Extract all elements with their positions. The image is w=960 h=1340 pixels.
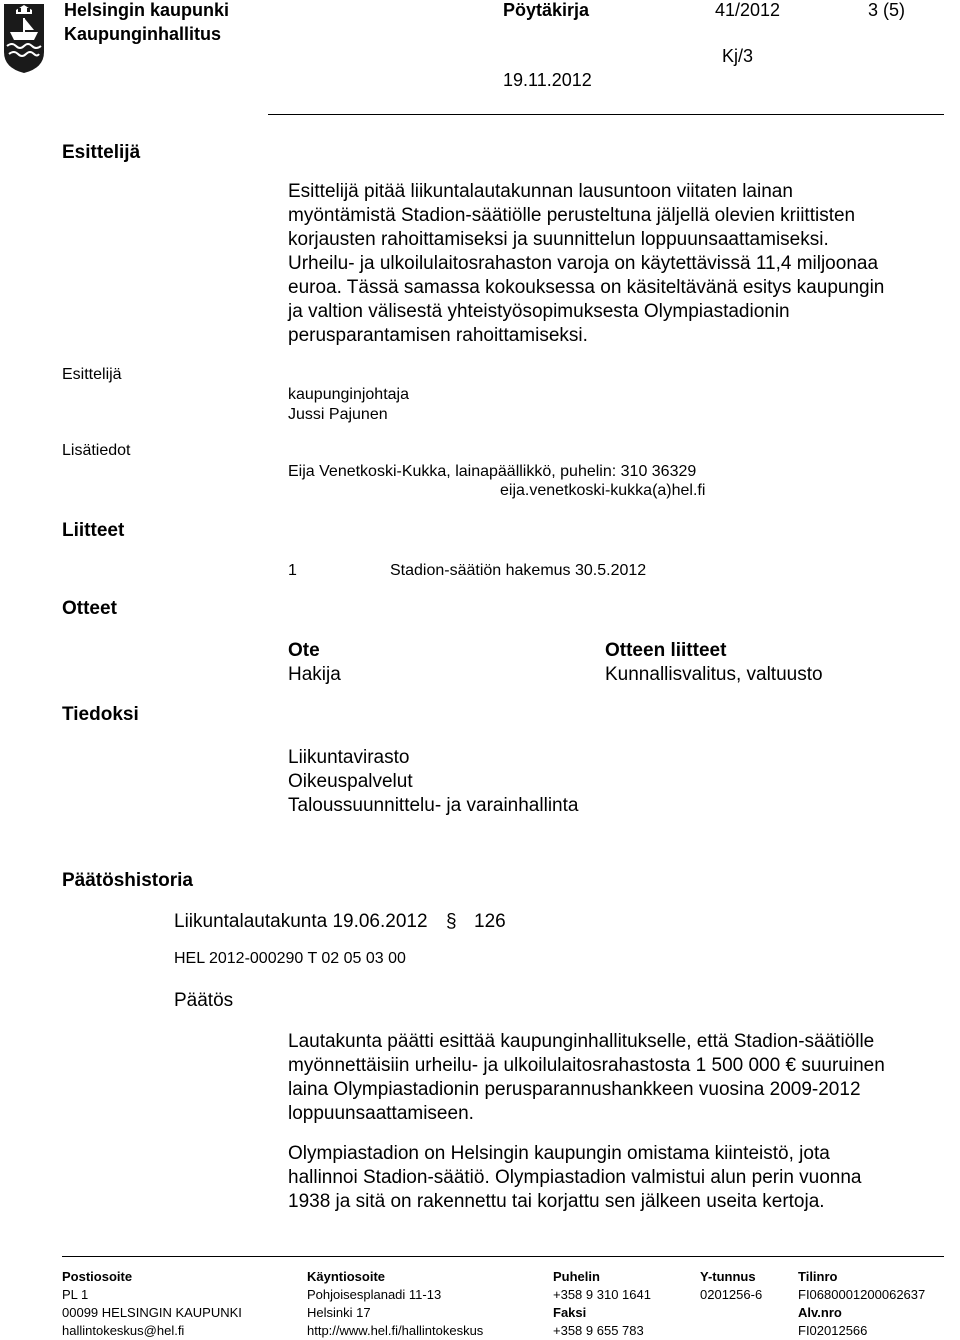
decision-paragraph-1: Lautakunta päätti esittää kaupunginhallitukselle, että Stadion-säätiölle myönnettäisiin urheilu- ja ulkoilulaitosrahastosta 1 500 000 € suuruinen laina Olympiastadionin perusparannushankkeen vuosina 2009-2012 loppuunsaattamiseen. (288, 1031, 885, 1124)
label-extracts: Otteet (62, 598, 117, 619)
footer-postal: Postiosoite PL 1 00099 HELSINGIN KAUPUNKI hallintokeskus@hel.fi (62, 1269, 242, 1338)
presenter-title: kaupunginjohtaja (288, 386, 409, 403)
extract-value: Hakija (288, 664, 341, 685)
history-decision-label: Päätös (174, 990, 234, 1011)
more-info-email[interactable]: eija.venetkoski-kukka(a)hel.fi (500, 482, 706, 499)
header-section: Kj/3 (722, 46, 754, 66)
more-info-contact: Eija Venetkoski-Kukka, lainapäällikkö, puhelin: 310 36329 (288, 463, 697, 480)
attachment-title: Stadion-säätiön hakemus 30.5.2012 (390, 562, 647, 579)
header-doc-type: Pöytäkirja (503, 0, 590, 20)
footer-rule (62, 1256, 944, 1257)
history-section-mark: § (446, 911, 457, 932)
header-page: 3 (5) (868, 0, 906, 20)
footer-visit: Käyntiosoite Pohjoisesplanadi 11-13 Helsinki 17 http://www.hel.fi/hallintokeskus (307, 1269, 484, 1338)
header-rule (268, 114, 944, 115)
extract-attachments-value: Kunnallisvalitus, valtuusto (605, 664, 823, 685)
footer-account: Tilinro FI0680001200062637 Alv.nro FI02012566 (798, 1269, 926, 1338)
footer-web-link[interactable]: http://www.hel.fi/hallintokeskus (307, 1323, 484, 1338)
header-unit: Kaupunginhallitus (64, 24, 221, 44)
header-date: 19.11.2012 (503, 70, 592, 90)
presenter-paragraph: Esittelijä pitää liikuntalautakunnan lausuntoon viitaten lainan myöntämistä Stadion-säätiölle perusteltuna jäljellä olevien kriittisten korjausten rahoittamiseksi ja suunnittelun loppuunsaattamiseksi. Urheilu- ja ulkoilulaitosrahaston varoja on käytettävissä 11,4 miljoonaa euroa. Tässä samassa kokouksessa on käsiteltävänä esitys kaupungin ja valtion välisestä yhteistyösopimuksesta Olympiastadionin perusparantamisen rahoittamiseksi. (288, 181, 885, 346)
for-info-item: Oikeuspalvelut (288, 771, 413, 792)
footer-phone: Puhelin +358 9 310 1641 Faksi +358 9 655 783 (553, 1269, 651, 1338)
history-record-id: HEL 2012-000290 T 02 05 03 00 (174, 950, 406, 967)
extract-heading: Ote (288, 640, 320, 661)
label-for-info: Tiedoksi (62, 704, 139, 725)
extract-attachments-heading: Otteen liitteet (605, 640, 727, 661)
footer-ytunnus: Y-tunnus 0201256-6 (700, 1269, 763, 1302)
decision-paragraph-2: Olympiastadion on Helsingin kaupungin omistama kiinteistö, jota hallinnoi Stadion-säätiö. Olympiastadion valmistui alun perin vuonna 1938 ja sitä on rakennettu tai korjattu sen jälkeen useita kertoja. (288, 1143, 862, 1212)
label-attachments: Liitteet (62, 520, 125, 541)
history-board: Liikuntalautakunta 19.06.2012 (174, 911, 428, 932)
helsinki-crest-logo (2, 2, 46, 74)
label-presenter: Esittelijä (62, 366, 122, 383)
presenter-name: Jussi Pajunen (288, 406, 388, 423)
label-more-info: Lisätiedot (62, 442, 131, 459)
decision-history-heading: Päätöshistoria (62, 870, 193, 891)
header-doc-number: 41/2012 (715, 0, 781, 20)
for-info-item: Liikuntavirasto (288, 747, 410, 768)
footer-email-link[interactable]: hallintokeskus@hel.fi (62, 1323, 185, 1338)
for-info-list (288, 746, 578, 818)
for-info-item: Taloussuunnittelu- ja varainhallinta (288, 795, 579, 816)
attachment-number: 1 (288, 562, 297, 579)
label-presenter-heading: Esittelijä (62, 142, 141, 163)
header-org: Helsingin kaupunki (64, 0, 230, 20)
history-section-number: 126 (474, 911, 506, 932)
